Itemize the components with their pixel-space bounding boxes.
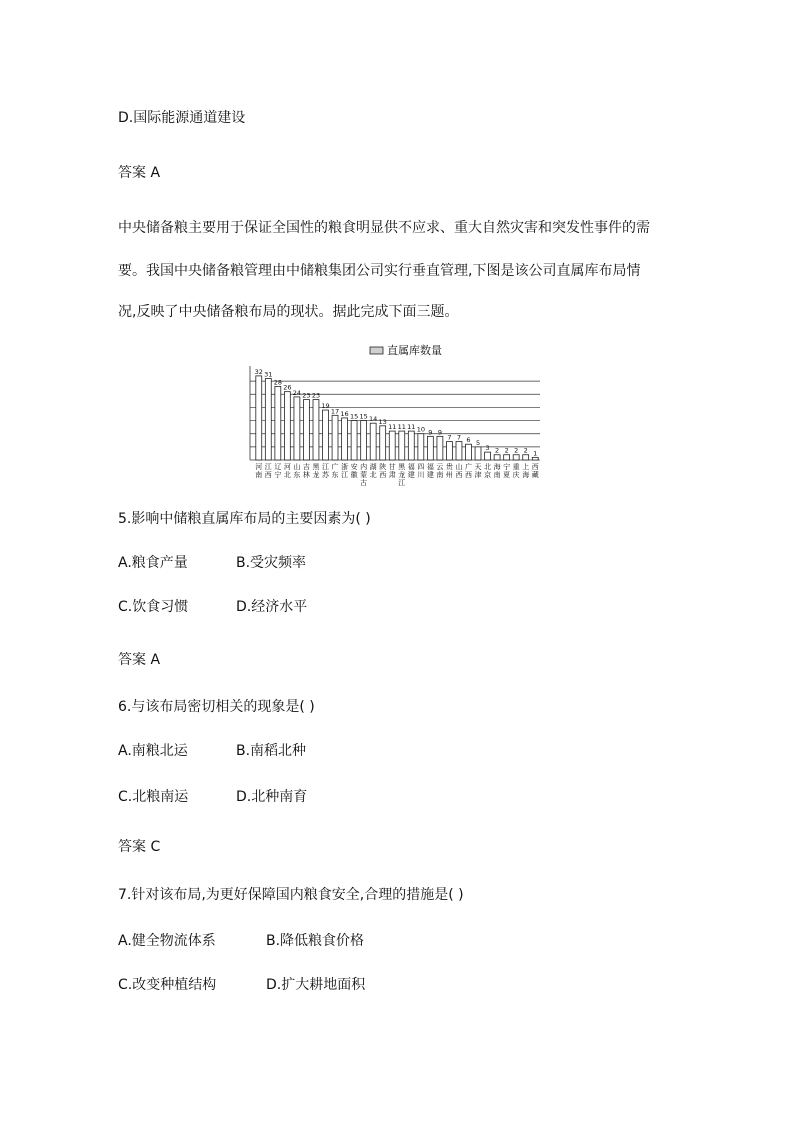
tick-label: 古 [360,479,368,487]
data-label: 3 [485,444,490,453]
data-label: 2 [523,446,528,455]
q7-option-a: A.健全物流体系 [118,933,216,949]
data-label: 16 [340,409,349,418]
intro-line-3: 况,反映了中央储备粮布局的现状。据此完成下面三题。 [118,304,459,320]
data-label: 11 [388,423,397,432]
data-label: 17 [330,407,340,416]
tick-label: 内 [360,463,368,471]
q6-option-b: B.南稻北种 [236,743,307,759]
tick-label: 海 [493,463,501,471]
tick-label: 庆 [512,471,520,479]
data-label: 19 [321,402,330,411]
data-label: 2 [495,446,500,455]
tick-label: 云 [436,463,444,471]
q5-option-a: A.粮食产量 [118,555,188,571]
bar [399,431,405,460]
q5-option-c: C.饮食习惯 [118,599,189,615]
q4-option-d: D.国际能源通道建设 [118,110,246,126]
tick-label: 海 [522,471,530,479]
q5-options-row-1 [118,553,306,573]
data-label: 7 [456,433,462,442]
tick-label: 江 [264,463,272,471]
bar [532,457,538,460]
tick-label: 江 [322,463,329,471]
data-label: 11 [397,423,406,432]
bar [389,431,395,460]
tick-label: 东 [331,471,339,479]
q6-answer: 答案 C [118,839,161,855]
data-label: 24 [292,388,302,397]
data-label: 31 [264,370,273,379]
bar [332,415,338,460]
data-label: 14 [369,415,378,424]
data-label: 15 [359,412,368,421]
bar [351,421,357,460]
tick-label: 陕 [379,463,387,471]
chart-svg [240,338,550,488]
granary-bar-chart [240,338,550,488]
tick-label: 上 [522,463,530,471]
q5-answer: 答案 A [118,652,161,668]
data-label: 9 [437,428,442,437]
tick-label: 福 [407,463,415,471]
data-label: 2 [504,446,509,455]
q4-answer: 答案 A [118,165,161,181]
q5-stem: 5.影响中储粮直属库布局的主要因素为( ) [118,511,371,527]
bar [342,418,348,460]
bar [523,455,529,460]
bar [504,455,510,460]
intro-line-2: 要。我国中央储备粮管理由中储粮集团公司实行垂直管理,下图是该公司直属库布局情 [118,263,641,279]
bar [513,455,519,460]
tick-label: 宁 [274,471,282,479]
bar [418,434,424,460]
q6-option-c: C.北粮南运 [118,789,189,805]
tick-label: 南 [255,471,263,479]
q6-option-a: A.南粮北运 [118,743,188,759]
tick-label: 夏 [503,471,511,479]
data-label: 15 [349,412,359,421]
q7-option-d: D.扩大耕地面积 [266,977,366,993]
tick-label: 浙 [341,463,349,471]
tick-label: 福 [426,463,434,471]
legend-swatch [370,347,383,354]
legend-label: 直属库数量 [387,344,442,357]
data-label: 10 [416,425,425,434]
data-label: 11 [407,423,416,432]
tick-label: 蒙 [360,471,368,479]
tick-label: 川 [417,471,425,479]
tick-label: 黑 [312,463,320,471]
bar [361,421,367,460]
data-label: 23 [302,391,311,400]
tick-label: 江 [341,471,349,479]
data-label: 26 [283,383,292,392]
data-label: 23 [311,391,321,400]
data-label: 28 [273,378,282,387]
q7-options-row-2 [118,975,365,995]
bar [294,397,300,460]
bar [380,426,386,460]
q6-options-row-1 [118,741,306,761]
tick-label: 徽 [350,471,358,479]
bar [475,447,481,460]
bar [265,379,271,460]
tick-label: 建 [407,471,415,479]
data-label: 6 [466,436,471,445]
q6-option-d: D.北种南育 [236,789,308,805]
tick-label: 苏 [322,471,329,479]
tick-label: 津 [474,471,482,479]
bar [456,442,462,460]
tick-label: 州 [445,471,453,479]
tick-label: 西 [531,463,539,471]
tick-label: 广 [465,463,472,471]
q7-option-b: B.降低粮食价格 [266,933,365,949]
intro-line-1: 中央储备粮主要用于保证全国性的粮食明显供不应求、重大自然灾害和突发性事件的需 [118,220,650,236]
tick-label: 安 [350,463,358,471]
tick-label: 山 [293,463,301,471]
q7-stem: 7.针对该布局,为更好保障国内粮食安全,合理的措施是( ) [118,887,464,903]
tick-label: 西 [379,471,387,479]
tick-label: 广 [331,463,339,471]
tick-label: 东 [293,471,301,479]
tick-label: 北 [484,463,492,471]
tick-label: 南 [493,471,501,479]
tick-label: 贵 [445,463,453,471]
tick-label: 辽 [274,463,282,471]
tick-label: 龙 [398,471,406,479]
tick-label: 重 [512,463,520,471]
bar [437,436,443,460]
tick-label: 京 [484,471,492,479]
data-label: 7 [447,433,452,442]
tick-label: 河 [255,463,263,471]
data-label: 5 [475,438,481,447]
tick-label: 西 [455,471,463,479]
data-label: 13 [378,417,387,426]
data-label: 32 [254,367,263,376]
tick-label: 湖 [369,463,377,471]
q5-option-b: B.受灾频率 [236,555,307,571]
bar [494,455,500,460]
tick-label: 藏 [531,471,539,479]
tick-label: 西 [465,471,472,479]
bar [370,423,376,460]
tick-label: 宁 [503,463,511,471]
q6-stem: 6.与该布局密切相关的现象是( ) [118,699,315,715]
bar [446,442,452,460]
tick-label: 江 [398,479,406,487]
bar [408,431,414,460]
tick-label: 甘 [388,463,396,471]
tick-label: 林 [302,471,310,479]
tick-label: 四 [417,463,425,471]
tick-label: 西 [264,471,272,479]
bar [485,452,491,460]
data-label: 1 [533,449,538,458]
tick-label: 山 [455,463,463,471]
bar [466,444,472,460]
bar [256,376,262,460]
tick-label: 河 [283,463,291,471]
q5-options-row-2 [118,597,307,617]
q7-options-row-1 [118,931,364,951]
tick-label: 北 [369,471,377,479]
q7-option-c: C.改变种植结构 [118,977,217,993]
bar [303,400,309,460]
tick-label: 黑 [398,463,406,471]
bar [323,410,329,460]
bar [313,400,319,460]
tick-label: 吉 [302,463,310,471]
bar [427,436,433,460]
tick-label: 南 [436,471,444,479]
tick-label: 建 [426,471,434,479]
data-label: 9 [428,428,433,437]
tick-label: 天 [474,463,482,471]
q5-option-d: D.经济水平 [236,599,308,615]
tick-label: 肃 [388,471,396,479]
tick-label: 龙 [312,471,320,479]
tick-label: 北 [283,471,291,479]
q6-options-row-2 [118,787,307,807]
bar [284,392,290,460]
bar [275,386,281,460]
data-label: 2 [514,446,519,455]
